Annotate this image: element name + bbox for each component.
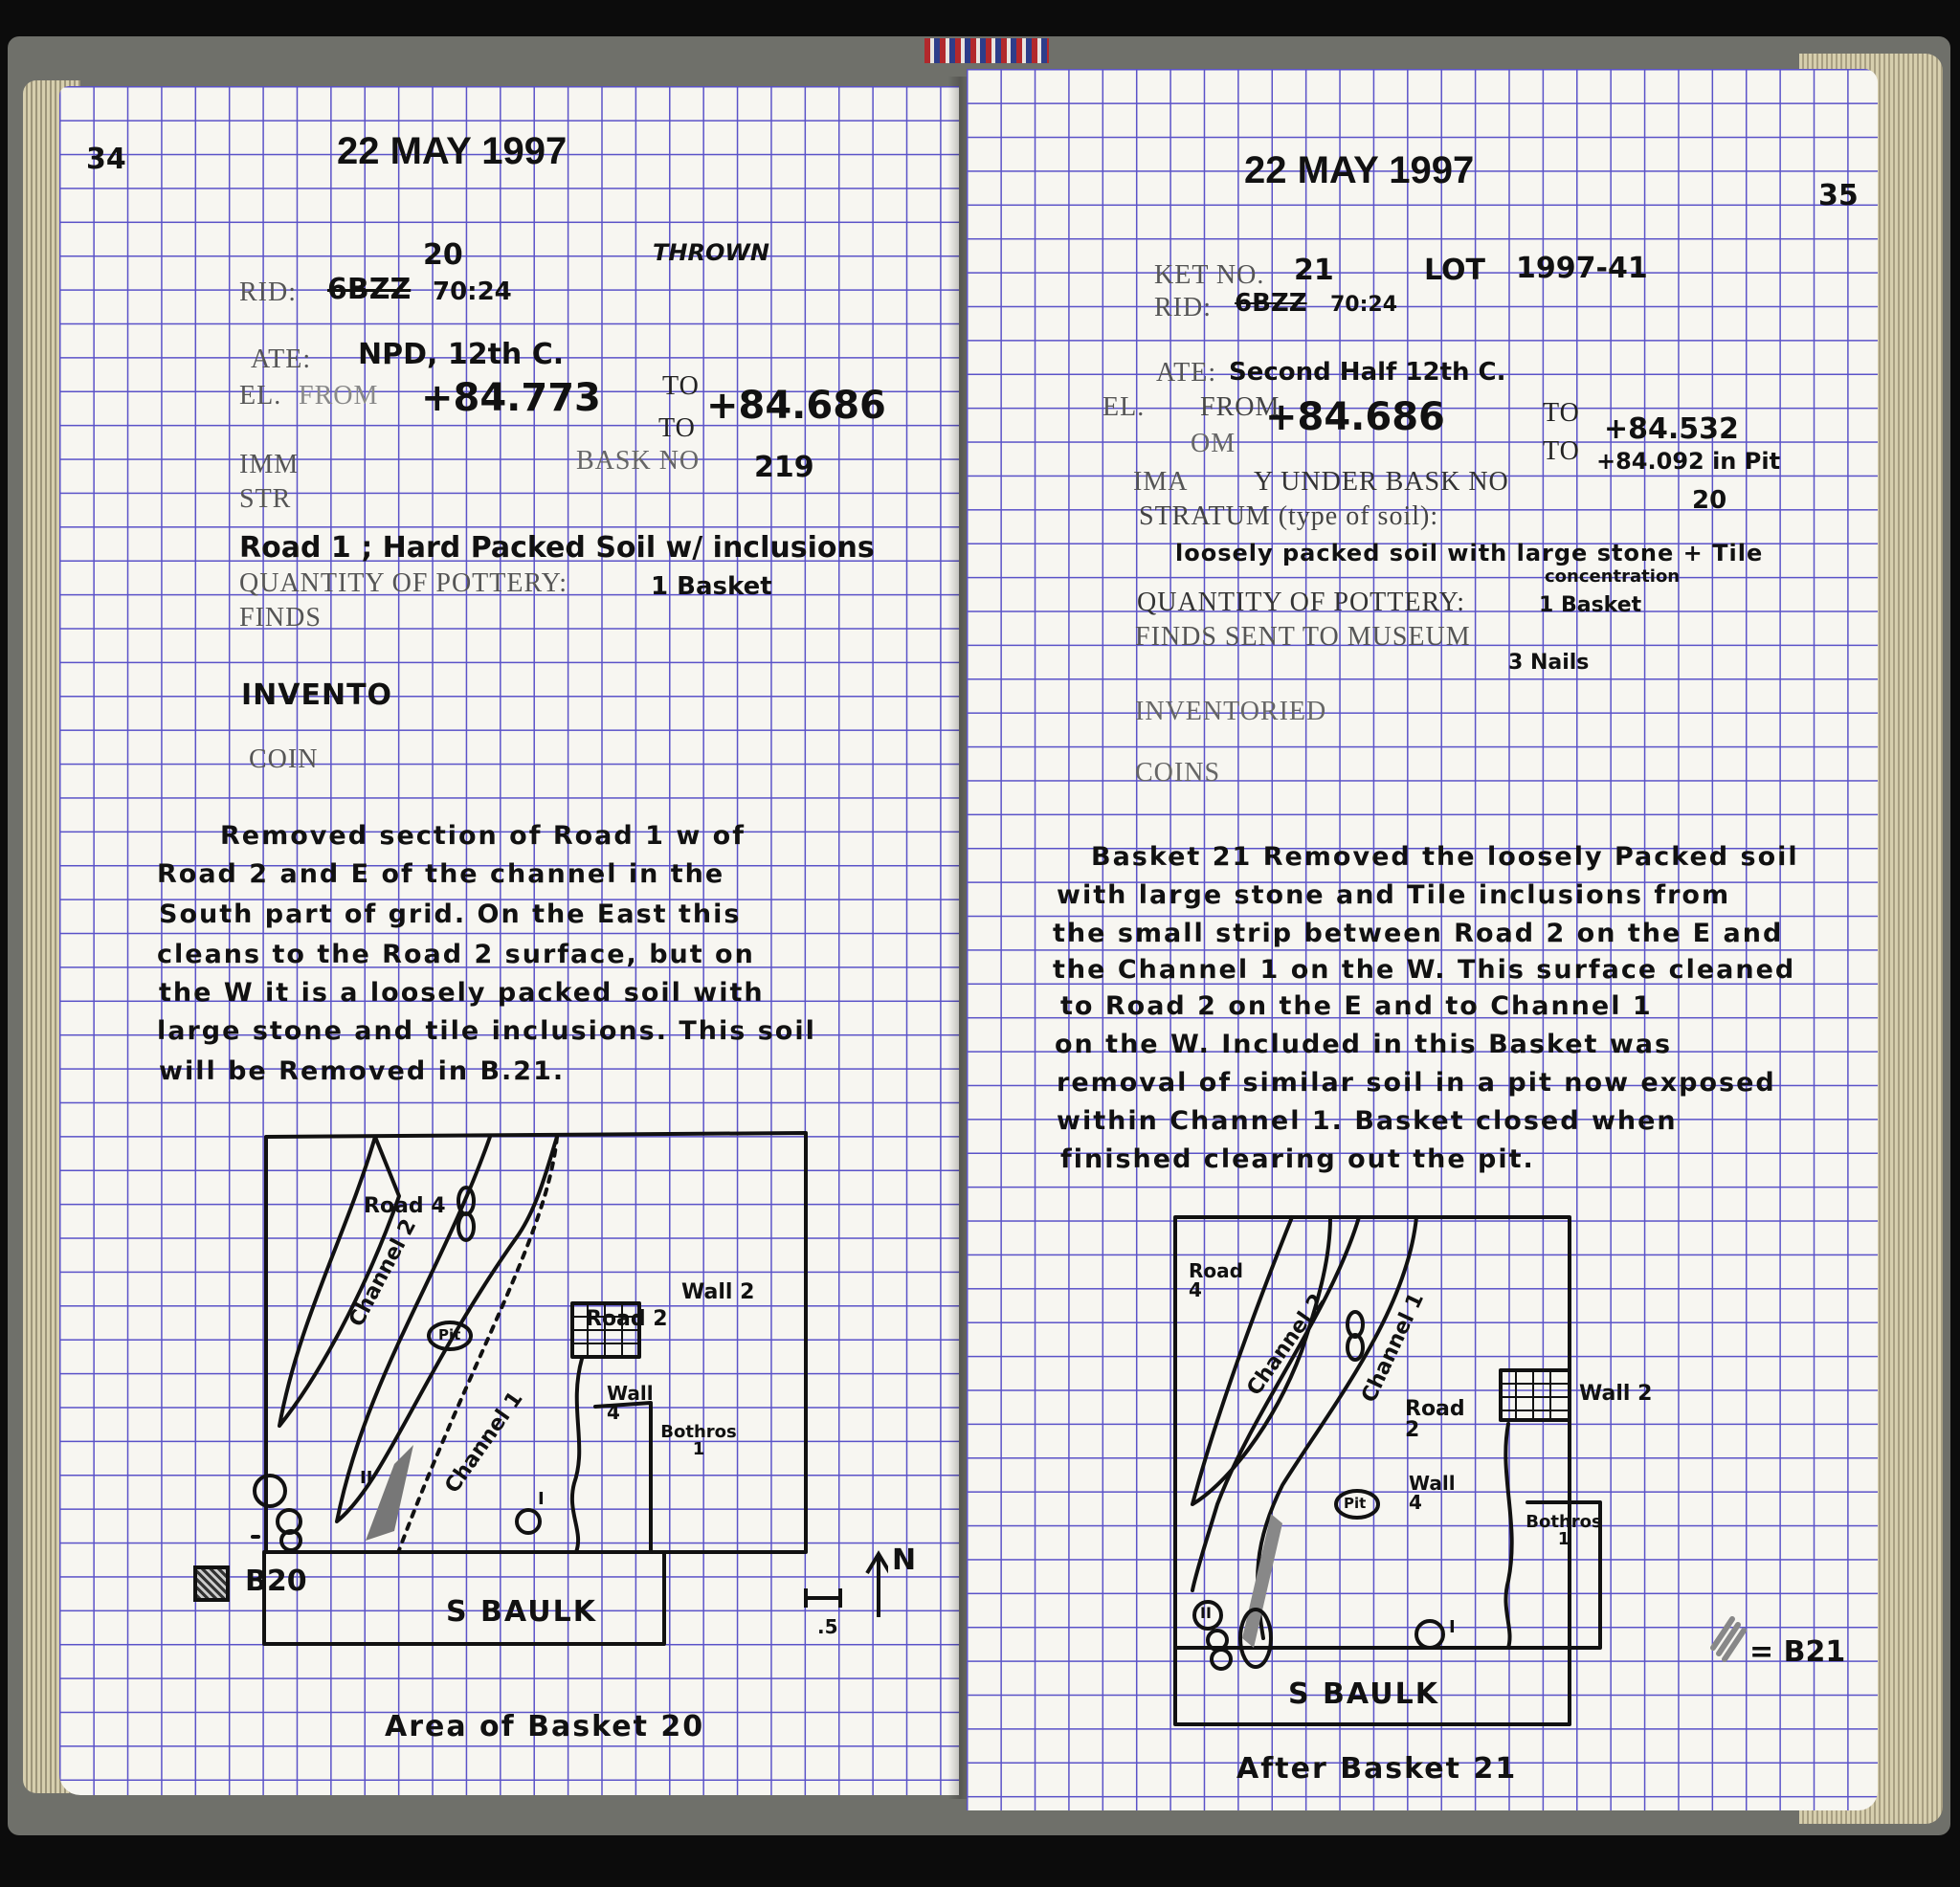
marker-i-circle bbox=[517, 1510, 540, 1533]
page-number: 34 bbox=[86, 143, 126, 176]
note-line: Removed section of Road 1 w of bbox=[220, 821, 746, 851]
note-line: finished clearing out the pit. bbox=[1060, 1144, 1535, 1174]
bothros-box bbox=[590, 1403, 651, 1552]
ima-label: IMA bbox=[1133, 467, 1189, 497]
under-basket-label: BASK NO bbox=[576, 446, 701, 476]
wall-4-line bbox=[1505, 1424, 1511, 1648]
under-basket-label: Y UNDER BASK NO bbox=[1254, 467, 1509, 497]
grid-struck: 6BZZ bbox=[327, 273, 412, 306]
date-value: NPD, 12th C. bbox=[358, 338, 565, 371]
inventoried-label: INVENTORIED bbox=[1135, 697, 1327, 726]
elevation-label: EL. bbox=[239, 381, 282, 411]
north-label: N bbox=[892, 1543, 917, 1577]
quantity-value: 1 Basket bbox=[1539, 593, 1642, 617]
basket-label: KET NO. bbox=[1154, 260, 1265, 290]
inventoried-label: INVENTO bbox=[241, 678, 393, 712]
elevation-from: +84.686 bbox=[1265, 395, 1445, 439]
label-road-2: Road 2 bbox=[586, 1307, 668, 1331]
note-line: with large stone and Tile inclusions from bbox=[1057, 880, 1731, 910]
label-s-baulk: S BAULK bbox=[1288, 1677, 1439, 1711]
quantity-value: 1 Basket bbox=[651, 572, 772, 601]
label-i: I bbox=[1449, 1617, 1456, 1637]
label-channel-2: Channel 2 bbox=[345, 1215, 422, 1331]
under-basket: 219 bbox=[754, 451, 814, 484]
bookmark-ribbon bbox=[924, 38, 1049, 63]
finds-label: FINDS bbox=[239, 603, 322, 633]
scale-label: .5 bbox=[817, 1615, 838, 1638]
label-road-4: Road 4 bbox=[364, 1194, 446, 1218]
note-line: to Road 2 on the E and to Channel 1 bbox=[1060, 991, 1653, 1021]
label-pit: Pit bbox=[1344, 1495, 1367, 1512]
legend-b21: = B21 bbox=[1749, 1635, 1846, 1669]
to-label-2: TO bbox=[658, 413, 696, 443]
elevation-label: EL. bbox=[1102, 392, 1146, 422]
label-channel-2: Channel 2 bbox=[1242, 1289, 1330, 1401]
lot-label: LOT bbox=[1424, 254, 1486, 287]
elevation-from: +84.773 bbox=[421, 376, 601, 420]
note-line: Basket 21 Removed the loosely Packed soil bbox=[1091, 842, 1799, 872]
note-line: within Channel 1. Basket closed when bbox=[1057, 1106, 1678, 1136]
label-wall-2: Wall 2 bbox=[681, 1280, 755, 1304]
legend-hatch bbox=[1713, 1619, 1744, 1659]
date-value: Second Half 12th C. bbox=[1229, 358, 1506, 387]
sketch-caption: After Basket 21 bbox=[1236, 1752, 1518, 1786]
basket-number: 21 bbox=[1294, 254, 1334, 287]
note-line: cleans to the Road 2 surface, but on bbox=[157, 940, 755, 969]
stratum-line-2: concentration bbox=[1545, 566, 1681, 587]
label-i: I bbox=[538, 1489, 545, 1509]
marker-i-circle bbox=[1416, 1621, 1443, 1648]
grid-label: RID: bbox=[1154, 293, 1212, 322]
label-pit: Pit bbox=[438, 1326, 461, 1343]
elevation-to-pit: +84.092 in Pit bbox=[1596, 448, 1781, 475]
to-label-2: TO bbox=[1543, 436, 1580, 466]
north-arrow-icon bbox=[867, 1554, 888, 1617]
note-line: the Channel 1 on the W. This surface cleaned bbox=[1053, 955, 1796, 985]
page-date: 22 MAY 1997 bbox=[1244, 149, 1475, 191]
scale-and-north bbox=[802, 1541, 888, 1646]
stratum-label: STR bbox=[239, 484, 292, 514]
legend-swatch-b20 bbox=[193, 1565, 230, 1602]
imm-label: IMM bbox=[239, 450, 300, 479]
under-basket: 20 bbox=[1692, 486, 1727, 515]
sketch-basket-20 bbox=[232, 1120, 844, 1751]
grid-value: 70:24 bbox=[433, 278, 512, 306]
date-label: ATE: bbox=[251, 344, 312, 374]
label-wall-4: Wall 4 bbox=[607, 1382, 654, 1424]
note-line: the small strip between Road 2 on the E and bbox=[1053, 919, 1784, 948]
coins-label: COIN bbox=[249, 744, 319, 774]
note-line: large stone and tile inclusions. This soil bbox=[157, 1016, 816, 1046]
elevation-to: +84.532 bbox=[1604, 412, 1739, 446]
grid-struck: 6BZZ bbox=[1235, 289, 1307, 318]
coins-label: COINS bbox=[1135, 758, 1221, 788]
date-label: ATE: bbox=[1156, 358, 1217, 388]
right-page bbox=[967, 69, 1878, 1810]
stratum-label: STRATUM (type of soil): bbox=[1139, 501, 1439, 531]
stratum-line-1: loosely packed soil with large stone + Tile bbox=[1175, 540, 1764, 566]
om-label: OM bbox=[1191, 429, 1236, 458]
sketch-caption: Area of Basket 20 bbox=[385, 1710, 705, 1743]
quantity-label: QUANTITY OF POTTERY: bbox=[239, 568, 568, 598]
note-line: the W it is a loosely packed soil with bbox=[159, 978, 765, 1008]
label-road-4: Road 4 bbox=[1189, 1259, 1243, 1301]
from-label: FROM bbox=[299, 381, 379, 411]
scale-bar bbox=[806, 1588, 840, 1608]
note-line: removal of similar soil in a pit now exposed bbox=[1057, 1068, 1776, 1098]
grid-value: 70:24 bbox=[1330, 293, 1398, 317]
note-line: South part of grid. On the East this bbox=[159, 899, 742, 929]
note-line: will be Removed in B.21. bbox=[159, 1056, 566, 1086]
label-channel-1: Channel 1 bbox=[440, 1387, 528, 1498]
page-number: 35 bbox=[1818, 179, 1859, 212]
quantity-label: QUANTITY OF POTTERY: bbox=[1137, 588, 1466, 617]
finds-value: 3 Nails bbox=[1508, 651, 1590, 675]
label-road-2: Road 2 bbox=[1405, 1397, 1465, 1442]
note-line: Road 2 and E of the channel in the bbox=[157, 859, 725, 889]
to-label: TO bbox=[1543, 398, 1580, 428]
wall-4-line bbox=[572, 1359, 582, 1552]
legend-b20: B20 bbox=[245, 1565, 307, 1598]
label-channel-1: Channel 1 bbox=[1357, 1289, 1429, 1407]
left-page bbox=[59, 86, 959, 1795]
grid-label: RID: bbox=[239, 278, 297, 307]
to-label: TO bbox=[662, 371, 700, 401]
stratum-value: Road 1 ; Hard Packed Soil w/ inclusions bbox=[239, 531, 875, 565]
elevation-to: +84.686 bbox=[706, 384, 886, 428]
label-bothros: Bothros 1 bbox=[1526, 1512, 1602, 1549]
wall-2-blocks bbox=[1501, 1370, 1570, 1420]
label-s-baulk: S BAULK bbox=[446, 1595, 597, 1629]
thrown-note: THROWN bbox=[653, 239, 769, 266]
label-ii: II bbox=[360, 1468, 373, 1488]
label-bothros: Bothros 1 bbox=[660, 1422, 737, 1459]
label-wall-2: Wall 2 bbox=[1579, 1382, 1653, 1406]
note-line: on the W. Included in this Basket was bbox=[1055, 1030, 1673, 1059]
label-ii: II bbox=[1200, 1604, 1212, 1622]
from-label: FROM bbox=[1200, 392, 1281, 422]
basket-number-fragment: 20 bbox=[423, 238, 463, 272]
label-wall-4: Wall 4 bbox=[1409, 1472, 1456, 1514]
lot-value: 1997-41 bbox=[1516, 252, 1648, 285]
page-date: 22 MAY 1997 bbox=[337, 130, 568, 172]
finds-label: FINDS SENT TO MUSEUM bbox=[1135, 622, 1471, 652]
channel-1-right bbox=[1258, 1217, 1416, 1638]
